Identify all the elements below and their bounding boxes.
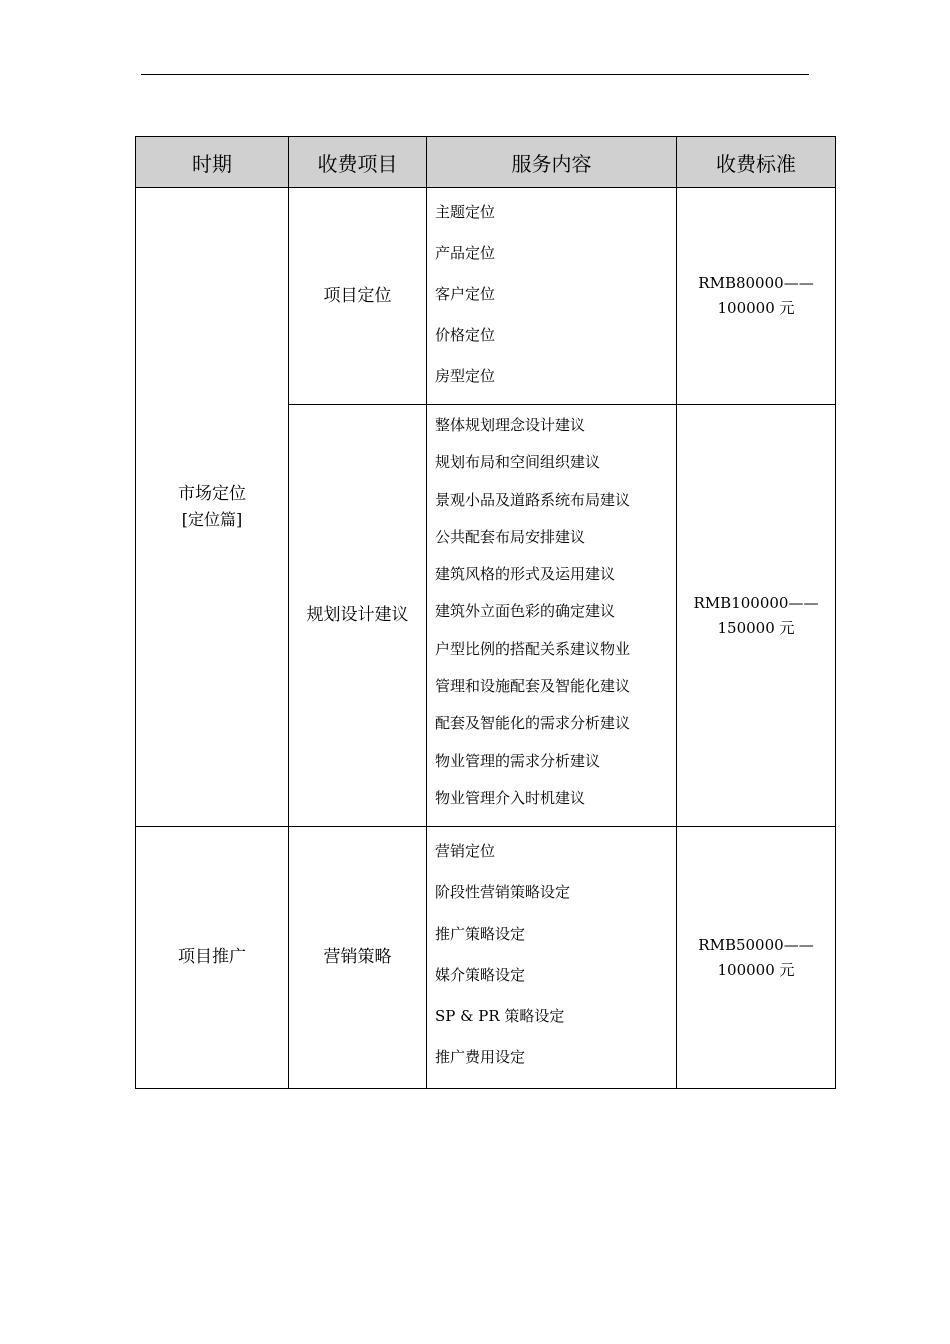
service-content-cell — [427, 188, 677, 405]
column-header-service-content: 服务内容 — [427, 137, 677, 188]
period-label: 市场定位 — [178, 484, 246, 504]
list-item: 房型定位 — [435, 367, 496, 385]
service-list — [435, 188, 676, 404]
fee-standard-cell — [677, 405, 836, 827]
list-item: 配套及智能化的需求分析建议 — [435, 714, 631, 733]
service-list — [435, 405, 676, 822]
list-item: 营销定位 — [435, 842, 496, 860]
header-rule — [141, 74, 809, 75]
table-row — [136, 188, 836, 405]
list-item: 公共配套布局安排建议 — [435, 527, 586, 546]
list-item: 产品定位 — [435, 244, 496, 262]
list-item: 推广费用设定 — [435, 1048, 526, 1067]
price-range-start: RMB100000—— — [693, 593, 819, 612]
list-item: 管理和设施配套及智能化建议 — [435, 677, 631, 696]
list-item: 建筑风格的形式及运用建议 — [435, 565, 616, 584]
table-header-row — [136, 137, 836, 188]
list-item: 景观小品及道路系统布局建议 — [435, 490, 631, 509]
list-item: 户型比例的搭配关系建议物业 — [435, 639, 631, 658]
fee-item-cell: 项目定位 — [289, 188, 427, 405]
list-item: 媒介策略设定 — [435, 965, 526, 984]
list-item: 价格定位 — [435, 326, 496, 344]
fee-standard-cell — [677, 188, 836, 405]
price-range-start: RMB50000—— — [698, 935, 814, 954]
list-item: 推广策略设定 — [435, 924, 526, 943]
period-sublabel: [定位篇] — [181, 510, 243, 529]
price-range-end: 100000 元 — [717, 299, 795, 317]
list-item: 规划布局和空间组织建议 — [435, 453, 601, 472]
list-item: 主题定位 — [435, 203, 496, 221]
column-header-fee-item: 收费项目 — [289, 137, 427, 188]
period-cell — [136, 827, 289, 1089]
service-content-cell — [427, 827, 677, 1089]
list-item: 物业管理介入时机建议 — [435, 788, 586, 807]
list-item: SP & PR 策略设定 — [435, 1007, 565, 1026]
column-header-fee-standard: 收费标准 — [677, 137, 836, 188]
price-range-start: RMB80000—— — [698, 274, 814, 292]
price-range-end: 150000 元 — [717, 618, 795, 637]
list-item: 整体规划理念设计建议 — [435, 416, 586, 434]
column-header-period: 时期 — [136, 137, 289, 188]
fee-schedule-table — [135, 136, 836, 1089]
period-label: 项目推广 — [178, 947, 246, 967]
service-content-cell — [427, 405, 677, 827]
service-list — [435, 827, 676, 1086]
list-item: 客户定位 — [435, 285, 496, 303]
list-item: 物业管理的需求分析建议 — [435, 751, 601, 770]
table-row — [136, 827, 836, 1089]
price-range-end: 100000 元 — [717, 960, 795, 979]
fee-item-cell: 营销策略 — [289, 827, 427, 1089]
list-item: 建筑外立面色彩的确定建议 — [435, 602, 616, 621]
fee-item-cell: 规划设计建议 — [289, 405, 427, 827]
list-item: 阶段性营销策略设定 — [435, 883, 571, 902]
period-cell — [136, 188, 289, 827]
fee-standard-cell — [677, 827, 836, 1089]
